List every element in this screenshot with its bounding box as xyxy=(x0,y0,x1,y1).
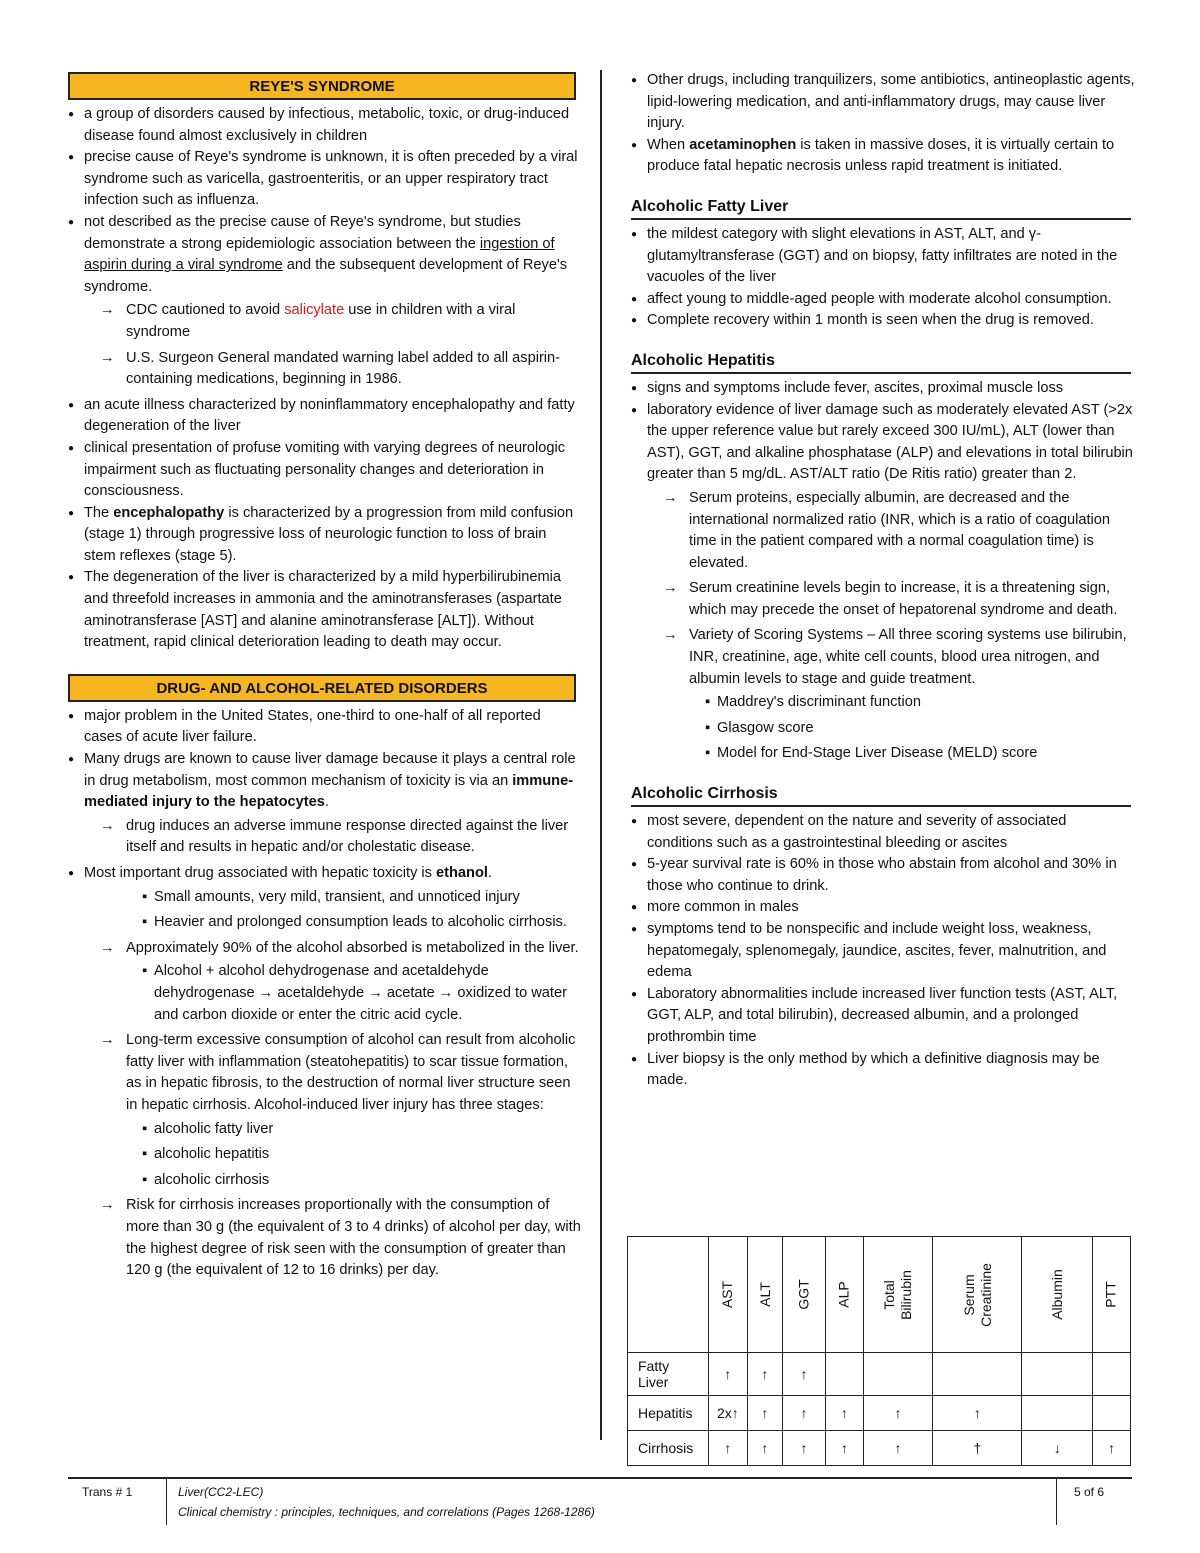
drug-list-continued xyxy=(625,70,1135,178)
cirrhosis-list xyxy=(625,811,1135,1092)
subject-label: Liver(CC2-LEC) xyxy=(178,1485,264,1499)
lab-comparison-table xyxy=(627,1236,1131,1466)
arrow-item: → drug induces an adverse immune response directed against the liver itself and results in hepatic and/or cholestatic disease. xyxy=(126,816,582,859)
arrow-item: → U.S. Surgeon General mandated warning label added to all aspirin-containing medications, beginning in 1986. xyxy=(126,348,582,391)
hepatitis-heading: Alcoholic Hepatitis xyxy=(631,352,1131,374)
text: . xyxy=(487,865,492,881)
list-item xyxy=(647,135,1135,178)
list-item xyxy=(84,749,582,859)
page-footer xyxy=(68,1477,1132,1525)
list-item: ● an acute illness characterized by noninflammatory encephalopathy and fatty degeneration of the liver xyxy=(84,395,582,438)
text: laboratory evidence of liver damage such as moderately elevated AST (>2x the upper reference value but rarely exceed 300 IU/mL), ALT (lower than AST), GGT, and alkaline phosphatase (ALP) and elevations in total bilirubin greater than 5 mg/dL. AST/ALT ratio (De Ritis ratio) greater than 2. xyxy=(647,401,1133,483)
table-cell: ↑ xyxy=(709,1353,748,1396)
column-header xyxy=(747,1237,782,1353)
square-item: ▪ Model for End-Stage Liver Disease (MELD) score xyxy=(717,743,1135,765)
header-label: Serum Creatinine xyxy=(960,1262,994,1327)
text: CDC cautioned to avoid xyxy=(126,302,285,319)
table-row xyxy=(628,1353,1131,1396)
drug-list xyxy=(62,706,582,1282)
row-label: Hepatitis xyxy=(628,1396,709,1431)
list-item: ● most severe, dependent on the nature and severity of associated conditions such as a gastrointestinal bleeding or ascites xyxy=(647,811,1135,854)
highlight-salicylate: salicylate xyxy=(284,302,345,319)
header-label: PTT xyxy=(1103,1281,1120,1308)
header-label: ALT xyxy=(756,1282,773,1307)
underlined-text: ingestion of aspirin during a viral syndrome xyxy=(84,235,555,274)
list-item: ● the mildest category with slight elevations in AST, ALT, and γ-glutamyltransferase (GGT) and on biopsy, fatty infiltrates are noted in the vacuoles of the liver xyxy=(647,224,1135,289)
table-cell: ↑ xyxy=(1093,1431,1131,1466)
list-item: ● clinical presentation of profuse vomiting with varying degrees of neurologic impairment such as fluctuating personality changes and deterioration in consciousness. xyxy=(84,438,582,503)
table-cell xyxy=(933,1353,1022,1396)
reyes-syndrome-header: REYE'S SYNDROME xyxy=(68,72,576,100)
table-cell: ↑ xyxy=(863,1431,933,1466)
table-cell: 2x↑ xyxy=(709,1396,748,1431)
arrow-item: → Risk for cirrhosis increases proportionally with the consumption of more than 30 g (the equivalent of 3 to 4 drinks) of alcohol per day, with the highest degree of risk seen with the consumption of greater than 120 g (the equivalent of 12 to 16 drinks) per day. xyxy=(126,1195,582,1281)
square-item: ▪ Alcohol + alcohol dehydrogenase and acetaldehyde dehydrogenase → acetaldehyde → acetate → oxidized to water and carbon dioxide or enter the citric acid cycle. xyxy=(154,961,582,1026)
arrow-item xyxy=(126,300,582,343)
table-cell: ↑ xyxy=(782,1396,825,1431)
square-item: ▪ Heavier and prolonged consumption leads to alcoholic cirrhosis. xyxy=(154,912,582,934)
table-cell: ↑ xyxy=(825,1431,863,1466)
text: is taken in massive doses, it is virtually certain to produce fatal hepatic necrosis unless rapid treatment is initiated. xyxy=(647,136,1115,175)
table-cell xyxy=(825,1353,863,1396)
column-header xyxy=(1022,1237,1093,1353)
table-cell xyxy=(1093,1353,1131,1396)
table-cell: ↑ xyxy=(747,1396,782,1431)
text: Most important drug associated with hepatic toxicity is xyxy=(84,865,437,881)
list-item: ● more common in males xyxy=(647,897,1135,919)
text: When xyxy=(647,136,690,153)
arrow-item: → Serum proteins, especially albumin, are decreased and the international normalized ratio (INR, which is a ratio of coagulation time in the patient compared with a normal coagulation time) is elevated. xyxy=(689,488,1135,574)
text: Approximately 90% of the alcohol absorbed is metabolized in the liver. xyxy=(126,939,579,956)
column-header xyxy=(863,1237,933,1353)
cirrhosis-heading: Alcoholic Cirrhosis xyxy=(631,785,1131,807)
table-cell: ↑ xyxy=(709,1431,748,1466)
text: Many drugs are known to cause liver damage because it plays a central role in drug metabolism, most common mechanism of toxicity is via an xyxy=(84,751,576,789)
table-cell xyxy=(1022,1353,1093,1396)
table-cell: ↑ xyxy=(863,1396,933,1431)
drug-alcohol-header: DRUG- AND ALCOHOL-RELATED DISORDERS xyxy=(68,674,576,702)
text: Long-term excessive consumption of alcohol can result from alcoholic fatty liver with inflammation (steatohepatitis) to scar tissue formation, as in hepatic fibrosis, to the destruction of normal liver structure seen in hepatic cirrhosis. Alcohol-induced liver injury has three stages: xyxy=(126,1032,576,1113)
fatty-liver-heading: Alcoholic Fatty Liver xyxy=(631,198,1131,220)
header-label: ALP xyxy=(835,1281,852,1308)
list-item: ● affect young to middle-aged people with moderate alcohol consumption. xyxy=(647,289,1135,311)
list-item: ● precise cause of Reye's syndrome is unknown, it is often preceded by a viral syndrome such as varicella, gastroenteritis, or an upper respiratory tract infection such as influenza. xyxy=(84,147,582,212)
list-item xyxy=(84,863,582,1282)
text: . xyxy=(324,794,329,811)
footer-divider xyxy=(166,1479,167,1525)
bold-text: encephalopathy xyxy=(113,504,225,521)
list-item xyxy=(84,212,582,391)
table-cell xyxy=(1022,1396,1093,1431)
square-item: ▪ Maddrey's discriminant function xyxy=(717,692,1135,714)
list-item: ● a group of disorders caused by infectious, metabolic, toxic, or drug-induced disease found almost exclusively in children xyxy=(84,104,582,147)
right-column xyxy=(625,70,1135,1092)
square-item: ▪ alcoholic hepatitis xyxy=(154,1144,582,1166)
header-label: Total Bilirubin xyxy=(881,1269,915,1320)
table-cell: ↑ xyxy=(747,1353,782,1396)
square-item: ▪ Small amounts, very mild, transient, and unnoticed injury xyxy=(154,887,582,909)
list-item: ● Other drugs, including tranquilizers, some antibiotics, antineoplastic agents, lipid-lowering medication, and anti-inflammatory drugs, may cause liver injury. xyxy=(647,70,1135,135)
arrow-item xyxy=(689,625,1135,765)
table-row xyxy=(628,1431,1131,1466)
column-header xyxy=(825,1237,863,1353)
text: The xyxy=(84,504,114,521)
table-cell: ↑ xyxy=(782,1353,825,1396)
text: not described as the precise cause of Reye's syndrome, but studies demonstrate a strong epidemiologic association between the xyxy=(84,213,521,252)
table-cell xyxy=(863,1353,933,1396)
list-item: ● signs and symptoms include fever, ascites, proximal muscle loss xyxy=(647,378,1135,400)
list-item: ● Laboratory abnormalities include increased liver function tests (AST, ALT, GGT, ALP, and total bilirubin), decreased albumin, and a prolonged prothrombin time xyxy=(647,984,1135,1049)
column-header xyxy=(933,1237,1022,1353)
table-corner-cell xyxy=(628,1237,709,1353)
left-column xyxy=(62,70,582,1286)
column-header xyxy=(709,1237,748,1353)
footer-divider xyxy=(1056,1479,1057,1525)
square-item: ▪ alcoholic fatty liver xyxy=(154,1119,582,1141)
page-number: 5 of 6 xyxy=(1073,1485,1104,1499)
arrow-item xyxy=(126,938,582,1026)
list-item xyxy=(647,400,1135,766)
list-item: ● The degeneration of the liver is characterized by a mild hyperbilirubinemia and threefold increases in ammonia and the aminotransferases (aspartate aminotransferase [AST] and alanine aminotransferase [ALT]). Without treatment, rapid clinical deterioration leading to death may occur. xyxy=(84,567,582,653)
reyes-list xyxy=(62,104,582,654)
table-cell: ↑ xyxy=(825,1396,863,1431)
row-label: Cirrhosis xyxy=(628,1431,709,1466)
text: use in children with a viral syndrome xyxy=(126,302,516,340)
text: Variety of Scoring Systems – All three scoring systems use bilirubin, INR, creatinine, age, white cell counts, blood urea nitrogen, and albumin levels to stage and guide treatment. xyxy=(689,627,1127,687)
arrow-item xyxy=(126,1030,582,1191)
square-item: ▪ alcoholic cirrhosis xyxy=(154,1170,582,1192)
trans-number: Trans # 1 xyxy=(82,1485,133,1499)
text: is characterized by a progression from mild confusion (stage 1) through progressive loss of neurologic function to loss of brain stem reflexes (stage 5). xyxy=(84,504,574,564)
bold-text: immune-mediated injury to the hepatocytes xyxy=(84,772,574,811)
header-label: GGT xyxy=(795,1279,812,1310)
list-item: ● symptoms tend to be nonspecific and include weight loss, weakness, hepatomegaly, splenomegaly, jaundice, ascites, fever, malnutrition, and edema xyxy=(647,919,1135,984)
table-cell: ↑ xyxy=(933,1396,1022,1431)
column-divider xyxy=(600,70,602,1440)
reference-label: Clinical chemistry : principles, techniques, and correlations (Pages 1268-1286) xyxy=(178,1505,595,1519)
table-row xyxy=(628,1396,1131,1431)
table-cell: ↓ xyxy=(1022,1431,1093,1466)
list-item: ● 5-year survival rate is 60% in those who abstain from alcohol and 30% in those who continue to drink. xyxy=(647,854,1135,897)
text: and the subsequent development of Reye's syndrome. xyxy=(84,257,568,295)
header-label: AST xyxy=(719,1280,736,1309)
list-item: ● major problem in the United States, one-third to one-half of all reported cases of acute liver failure. xyxy=(84,706,582,749)
column-header xyxy=(782,1237,825,1353)
header-label: Albumin xyxy=(1048,1269,1065,1320)
list-item xyxy=(84,503,582,568)
row-label: Fatty Liver xyxy=(628,1353,709,1396)
table-header-row xyxy=(628,1237,1131,1353)
table-cell: ↑ xyxy=(782,1431,825,1466)
bold-text: ethanol xyxy=(436,865,488,881)
square-item: ▪ Glasgow score xyxy=(717,718,1135,740)
table-cell xyxy=(1093,1396,1131,1431)
list-item: ● Liver biopsy is the only method by which a definitive diagnosis may be made. xyxy=(647,1049,1135,1092)
bold-text: acetaminophen xyxy=(689,136,797,153)
arrow-item: → Serum creatinine levels begin to increase, it is a threatening sign, which may precede the onset of hepatorenal syndrome and death. xyxy=(689,578,1135,621)
table-cell: † xyxy=(933,1431,1022,1466)
list-item: ● Complete recovery within 1 month is seen when the drug is removed. xyxy=(647,310,1135,332)
column-header xyxy=(1093,1237,1131,1353)
table-cell: ↑ xyxy=(747,1431,782,1466)
fatty-liver-list xyxy=(625,224,1135,332)
hepatitis-list xyxy=(625,378,1135,765)
